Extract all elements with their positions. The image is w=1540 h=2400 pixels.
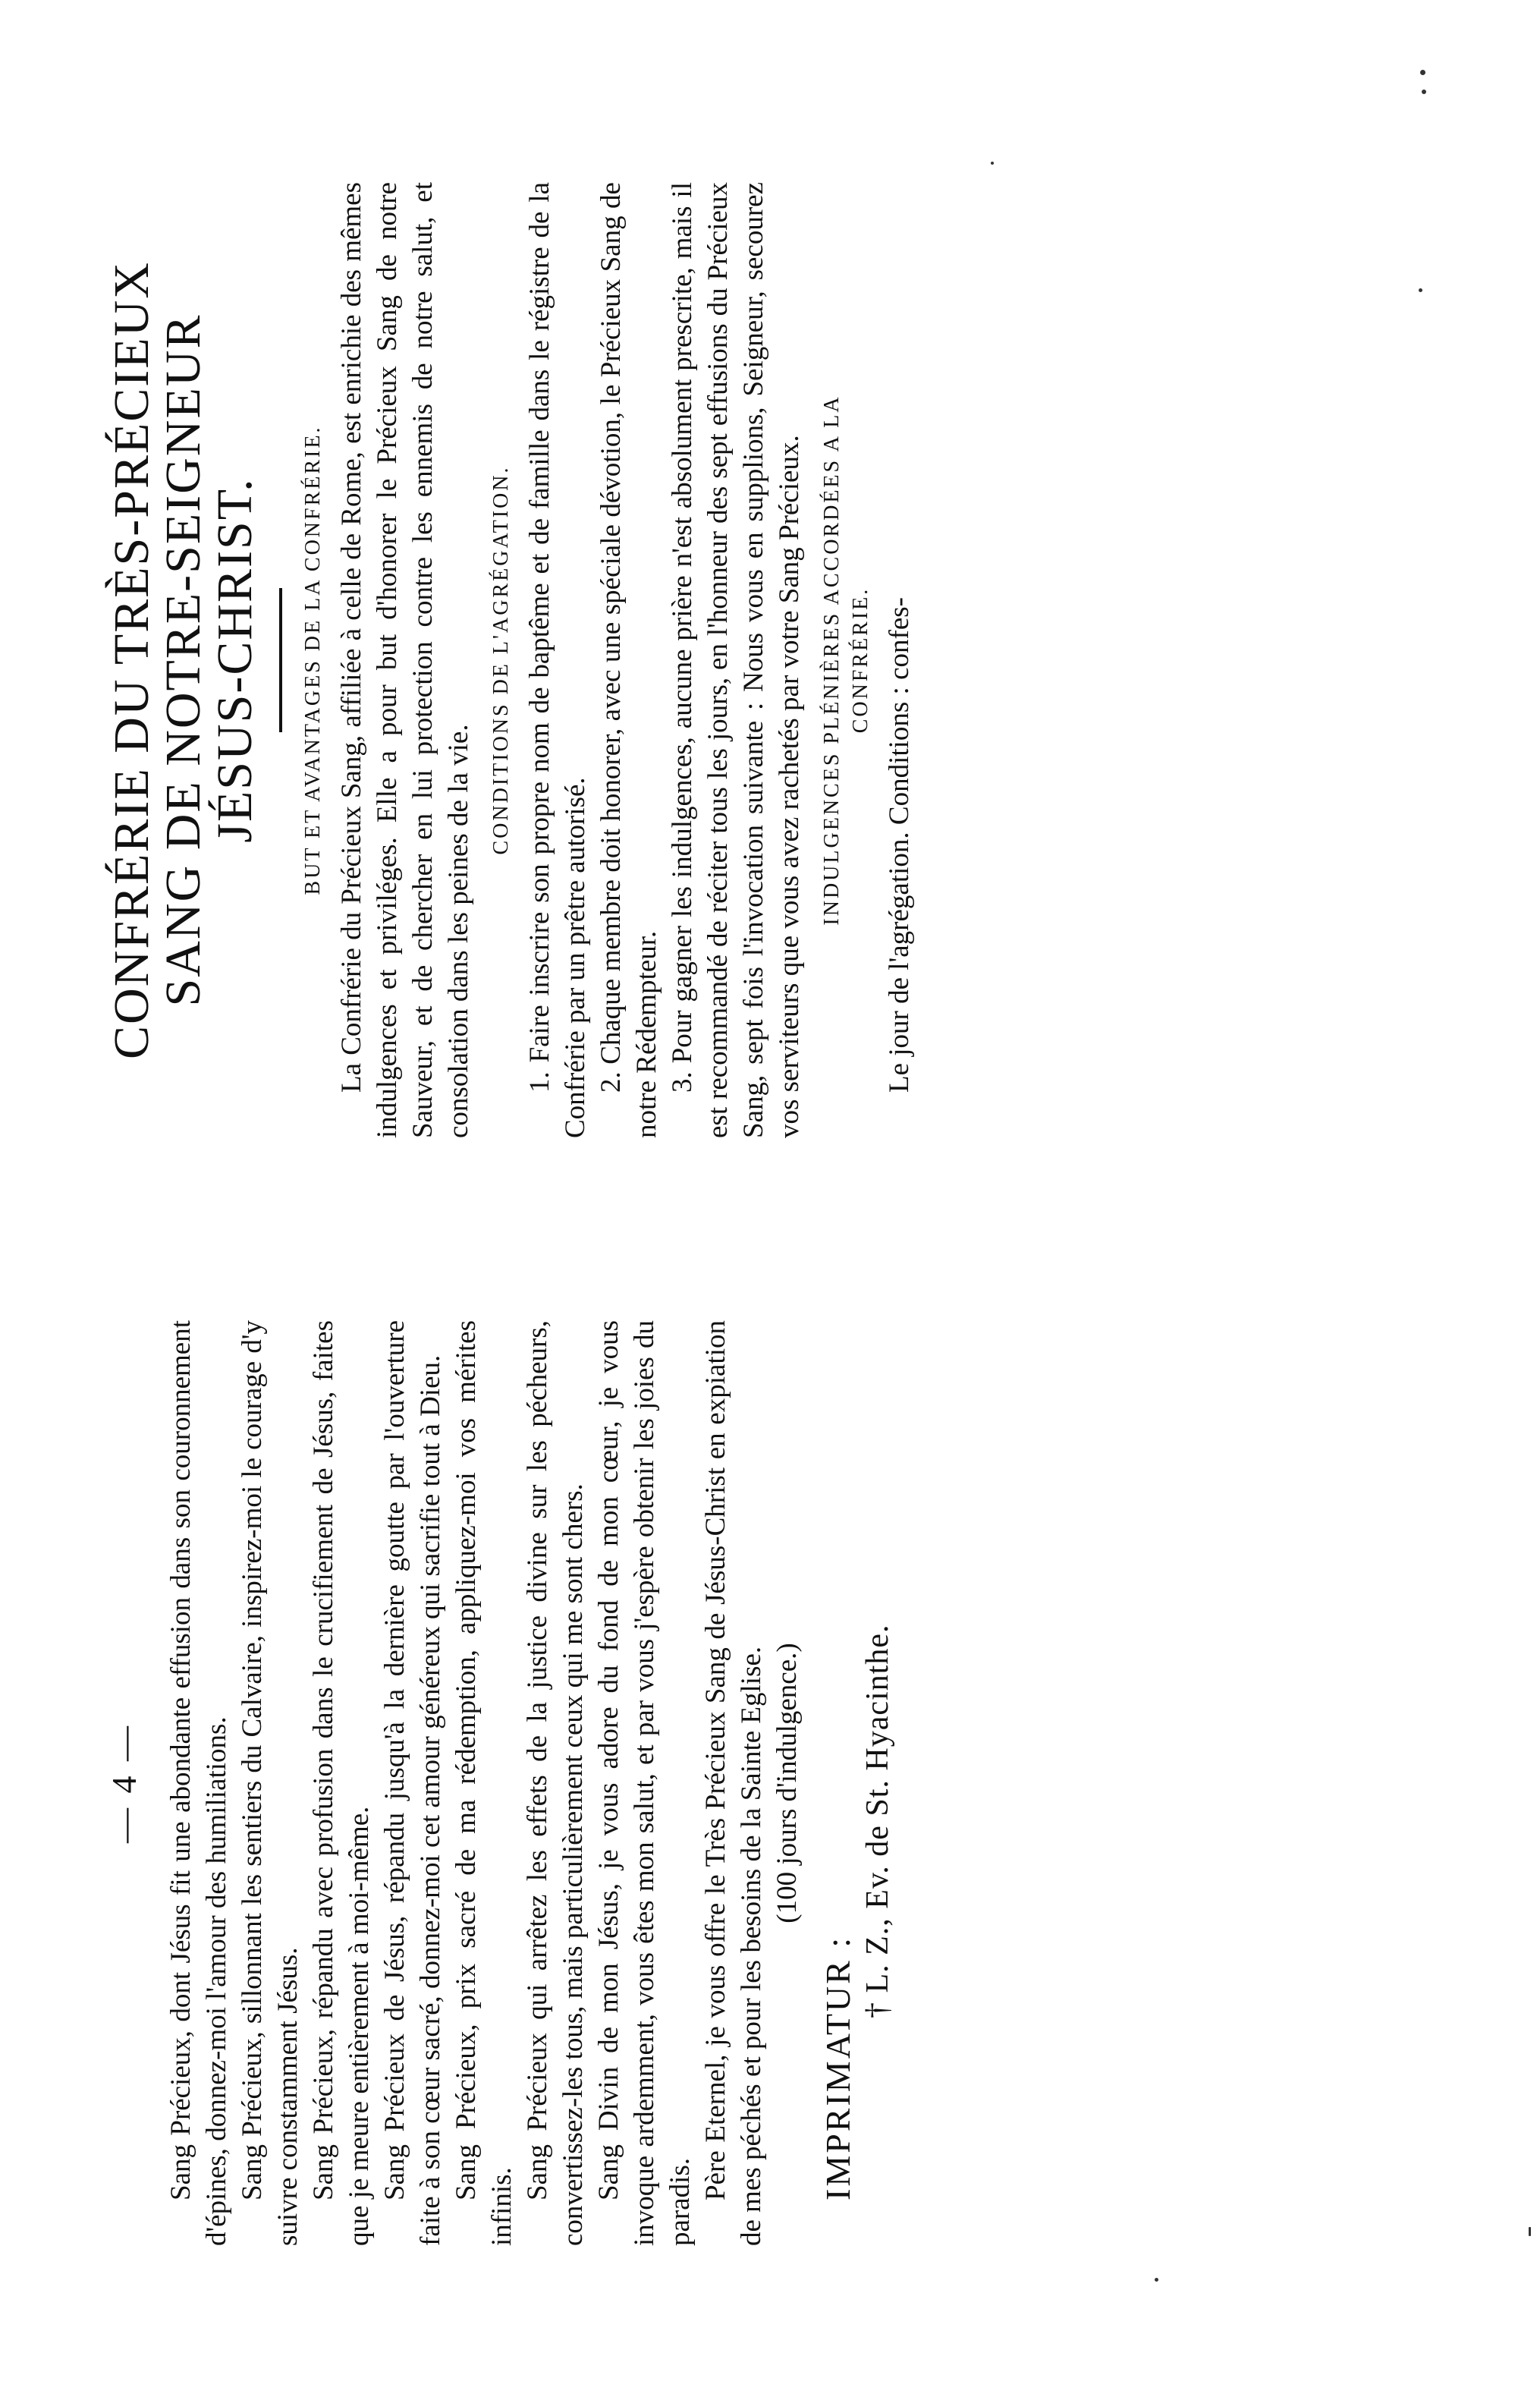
- section-heading-purpose: BUT ET AVANTAGES DE LA CONFRÉRIE.: [301, 425, 325, 895]
- scan-speck: [1420, 70, 1425, 75]
- section-heading-conditions: CONDITIONS DE L'AGRÉGATION.: [489, 465, 513, 855]
- condition-item: 1. Faire inscrire son propre nom de baptême et de famille dans le régistre de la Confrérie par un prêtre autorisé.: [524, 182, 591, 1138]
- section-heading-line: CONFRÉRIE.: [849, 587, 872, 734]
- right-page: [106, 182, 917, 1138]
- scan-speck: [1422, 90, 1426, 94]
- condition-item: 2. Chaque membre doit honorer, avec une spéciale dévotion, le Précieux Sang de notre Rédempteur.: [596, 182, 662, 1138]
- section-heading-indulgences: [818, 182, 875, 1138]
- prayer-paragraph: Sang Précieux, répandu avec profusion dans le crucifiement de Jésus, faites que je meure entièrement à moi-même.: [308, 1320, 375, 2246]
- prayer-paragraph: Sang Précieux de Jésus, répandu jusqu'à la dernière goutte par l'ouverture faite à son cœur sacré, donnez-moi cet amour généreux qui sacrifie tout à Dieu.: [379, 1320, 446, 2246]
- prayer-paragraph: Sang Précieux, prix sacré de ma rédemption, appliquez-moi vos mérites infinis.: [451, 1320, 517, 2246]
- prayer-paragraph: Sang Précieux, dont Jésus fit une abondante effusion dans son couronnement d'épines, donnez-moi l'amour des humiliations.: [165, 1320, 232, 2246]
- indulgence-paragraph-start: Le jour de l'agrégation. Conditions : confes-: [884, 597, 915, 1093]
- imprimatur-heading: IMPRIMATUR :: [819, 1935, 857, 2200]
- rotated-page-spread: [106, 152, 1441, 2246]
- prayer-paragraph: Sang Divin de mon Jésus, je vous adore du fond de mon cœur, je vous invoque ardemment, vous êtes mon salut, et par vous j'espère obtenir les joies du paradis.: [593, 1320, 696, 2246]
- confraternity-title-line: JÉSUS-CHRIST.: [207, 477, 262, 843]
- left-page: [106, 1320, 896, 2246]
- purpose-paragraph: La Confrérie du Précieux Sang, affiliée à celle de Rome, est enrichie des mêmes indulgences et priviléges. Elle a pour but d'honorer le Précieux Sang de notre Sauveur, et de chercher en lui protection contre les ennemis de notre salut, et consolation dans les peines de la vie.: [336, 182, 474, 1138]
- confraternity-title-line: SANG DE NOTRE-SEIGNEUR: [156, 313, 211, 1007]
- prayer-paragraph: Père Eternel, je vous offre le Très Précieux Sang de Jésus-Christ en expiation de mes péchés et pour les besoins de la Sainte Eglise.: [700, 1320, 767, 2246]
- title-divider: [279, 588, 282, 732]
- scan-speck: [1529, 2227, 1531, 2236]
- indulgence-note: (100 jours d'indulgence.): [772, 1643, 803, 1923]
- scan-speck: [991, 162, 994, 165]
- condition-item: 3. Pour gagner les indulgences, aucune prière n'est absolument prescrite, mais il est recommandé de réciter tous les jours, en l'honneur des sept effusions du Précieux Sang, sept fois l'invocation suivante : Nous vous en supplions, Seigneur, secourez vos serviteurs que vous avez rachetés par votre Sang Précieux.: [667, 182, 805, 1138]
- bishop-signature: † L. Z., Ev. de St. Hyacinthe.: [860, 1624, 895, 2018]
- prayer-paragraph: Sang Précieux qui arrêtez les effets de la justice divine sur les pécheurs, convertissez-les tous, mais particulièrement ceux qui me sont chers.: [522, 1320, 589, 2246]
- scan-speck: [1419, 288, 1422, 292]
- section-heading-line: INDULGENCES PLÉNIÈRES ACCORDÉES A LA: [820, 395, 844, 926]
- scan-speck: [1155, 2278, 1158, 2282]
- page-number: — 4 —: [105, 1723, 143, 1843]
- confraternity-title-line: CONFRÉRIE DU TRÈS-PRÉCIEUX: [104, 261, 159, 1059]
- prayer-paragraph: Sang Précieux, sillonnant les sentiers du Calvaire, inspirez-moi le courage d'y suivre constamment Jésus.: [237, 1320, 303, 2246]
